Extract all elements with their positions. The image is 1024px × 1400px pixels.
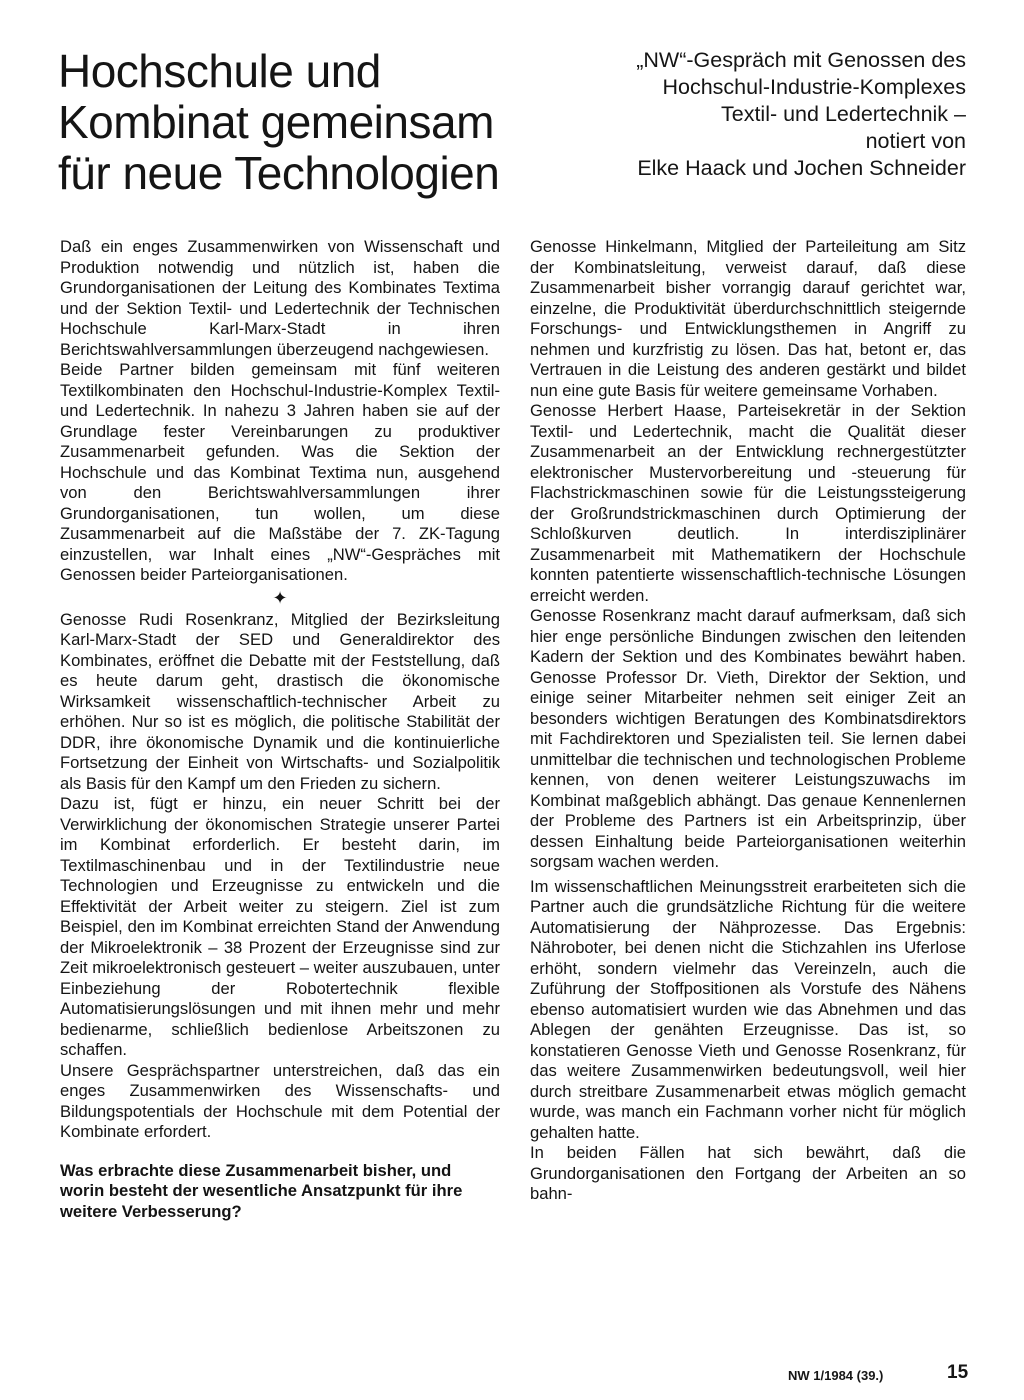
headline-line-1: Hochschule und <box>58 45 381 97</box>
paragraph: Dazu ist, fügt er hinzu, ein neuer Schritt bei der Verwirklichung der ökonomischen Strategie unserer Partei im Kombinat erforderlich. Er besteht darin, im Textilmaschinenbau und in der Textilindustrie neue Technologien und Erzeugnisse zu entwickeln und die Effektivität der Arbeit weiter zu steigern. Ziel ist zum Beispiel, den im Kombinat erreichten Stand der Anwendung der Mikroelektronik – 38 Prozent der Erzeugnisse sind zur Zeit mikroelektronisch gesteuert – weiter auszubauen, unter Einbeziehung der Robotertechnik flexible Automatisierungslösungen und mit ihnen mehr und mehr bedienarme, schließlich bedienlose Arbeitszonen zu schaffen. <box>60 794 500 1059</box>
paragraph: Im wissenschaftlichen Meinungsstreit erarbeiteten sich die Partner auch die grundsätzliche Richtung für die weitere Automatisierung der Nähprozesse. Das Ergebnis: Nähroboter, bei denen nicht die Stichzahlen ins Uferlose erhöht, sondern vielmehr das Vereinzeln, auch die Zuführung der Stoffpositionen als Vorstufe des Nähens ebenso automatisiert wurden wie das Abnehmen und das Ablegen der genähten Erzeugnisse. Das ist, so konstatieren Genosse Vieth und Genosse Rosenkranz, für das weitere Zusammenwirken bedeutungsvoll, weil hier durch streitbare Zusammenarbeit etwas möglich gemacht wurde, was manch ein Fachmann vorher nicht für möglich gehalten hatte. <box>530 876 966 1142</box>
headline <box>58 46 538 199</box>
byline-line-3: Textil- und Ledertechnik – <box>720 102 966 126</box>
left-column <box>60 237 500 1222</box>
paragraph: Genosse Rosenkranz macht darauf aufmerksam, daß sich hier enge persönliche Bindungen zwischen den leitenden Kadern der Sektion und des Kombinates bewährt haben. Genosse Professor Dr. Vieth, Direktor der Sektion, und einige seiner Mitarbeiter nehmen seit einiger Zeit an besonders wichtigen Beratungen des Kombinatsdirektors mit Fachdirektoren und Spezialisten teil. Sie lernen dabei unmittelbar die technischen und technologischen Probleme kennen, von denen weiterer Leistungszuwachs im Kombinat maßgeblich abhängt. Das genaue Kennenlernen der Probleme des Partners ist ein Arbeitsprinzip, über dessen Einhaltung beide Parteiorganisationen weiterhin sorgsam wachen werden. <box>530 606 966 871</box>
byline-line-5: Elke Haack und Jochen Schneider <box>637 156 966 180</box>
byline-line-1: „NW“-Gespräch mit Genossen des <box>636 48 966 72</box>
headline-line-3: für neue Technologien <box>58 147 500 199</box>
byline <box>546 47 966 182</box>
paragraph: Genosse Hinkelmann, Mitglied der Parteileitung am Sitz der Kombinatsleitung, verweist darauf, daß diese Zusammenarbeit bisher vorrangig darauf gerichtet war, einzelne, die Produktivität überdurchschnittlich steigernde Forschungs- und Entwicklungsthemen in Angriff zu nehmen und kurzfristig zu lösen. Das hat, betont er, das Vertrauen in die Leistung des anderen gestärkt und bildet nun eine gute Basis für weitere gemeinsame Vorhaben. <box>530 237 966 400</box>
paragraph: Genosse Rudi Rosenkranz, Mitglied der Bezirksleitung Karl-Marx-Stadt der SED und Generaldirektor des Kombinates, eröffnet die Debatte mit der Feststellung, daß es heute darum geht, drastisch die ökonomische Wirksamkeit wissenschaftlich-technischer Arbeit zu erhöhen. Nur so ist es möglich, die politische Stabilität der DDR, ihre ökonomische Dynamik und die kontinuierliche Fortsetzung der Einheit von Wirtschafts- und Sozialpolitik als Basis für den Kampf um den Frieden zu sichern. <box>60 609 500 793</box>
byline-line-2: Hochschul-Industrie-Komplexes <box>662 75 966 99</box>
headline-line-2: Kombinat gemeinsam <box>58 96 494 148</box>
paragraph: Beide Partner bilden gemeinsam mit fünf weiteren Textilkombinaten den Hochschul-Industrie-Komplex Textil- und Ledertechnik. In nahezu 3 Jahren haben sie auf der Grundlage fester Vereinbarungen zu produktiver Zusammenarbeit gefunden. Was die Sektion der Hochschule und das Kombinat Textima nun, ausgehend von den Berichtswahlversammlungen ihrer Grundorganisationen, tun wollen, um diese Zusammenarbeit auf die Maßstäbe der 7. ZK-Tagung einzustellen, war Inhalt eines „NW“-Gespräches mit Genossen beider Parteiorganisationen. <box>60 360 500 584</box>
section-ornament-icon: ✦ <box>272 587 288 608</box>
interview-question: Was erbrachte diese Zusammenarbeit bisher, und worin besteht der wesentliche Ansatzpunkt für ihre weitere Verbesserung? <box>60 1160 463 1221</box>
intro-paragraph: Daß ein enges Zusammenwirken von Wissenschaft und Produktion notwendig und nützlich ist, haben die Grundorganisationen der Leitung des Kombinates Textima und der Sektion Textil- und Ledertechnik der Technischen Hochschule Karl-Marx-Stadt in ihren Berichtswahlversammlungen überzeugend nachgewiesen. <box>60 237 500 359</box>
paragraph: Unsere Gesprächspartner unterstreichen, daß das ein enges Zusammenwirken des Wissenschafts- und Bildungspotentials der Hochschule mit dem Potential der Kombinate erfordert. <box>60 1060 500 1141</box>
issue-reference: NW 1/1984 (39.) <box>788 1368 884 1383</box>
paragraph: In beiden Fällen hat sich bewährt, daß die Grundorganisationen den Fortgang der Arbeiten an so bahn- <box>530 1143 966 1203</box>
paragraph: Genosse Herbert Haase, Parteisekretär in der Sektion Textil- und Ledertechnik, macht die Qualität dieser Zusammenarbeit an der Entwicklung rechnergestützter elektronischer Mustervorbereitung und -steuerung für Flachstrickmaschinen sowie für die Leistungssteigerung der Großrundstrickmaschinen durch Optimierung der Schloßkurven deutlich. In interdisziplinärer Zusammenarbeit mit Mathematikern der Hochschule konnten patentierte wissenschaftlich-technische Lösungen erreicht werden. <box>530 401 966 605</box>
right-column <box>530 237 966 1205</box>
page-number: 15 <box>947 1362 969 1383</box>
byline-line-4: notiert von <box>865 129 966 153</box>
